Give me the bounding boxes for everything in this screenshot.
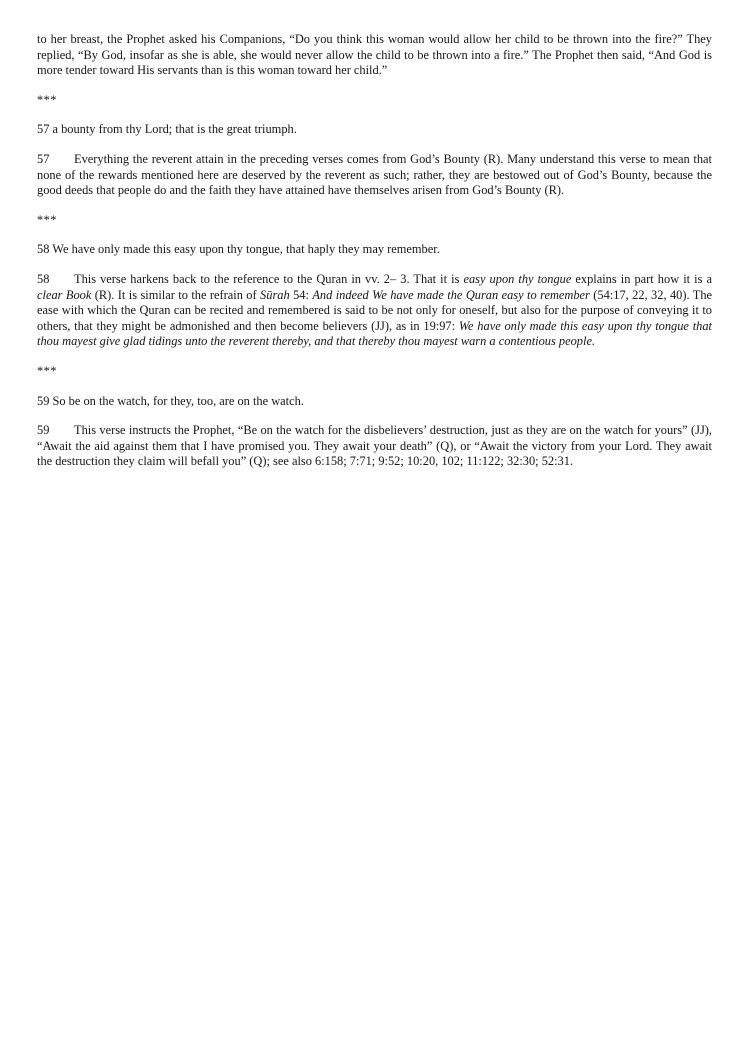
- commentary-verse-number: 58: [37, 271, 50, 286]
- verse-translation-line: [37, 242, 712, 258]
- page-text-column: [37, 32, 712, 484]
- italic-run: We have only made this easy upon thy tongue that thou mayest give glad tidings unto the reverent thereby, and that thereby thou mayest warn a contentious people.: [37, 318, 712, 349]
- commentary-paragraph: [37, 423, 712, 470]
- text-run: 54:: [289, 287, 313, 302]
- text-run: explains in part how it is a: [571, 271, 712, 286]
- italic-run: clear Book: [37, 287, 92, 302]
- section-separator: ***: [37, 92, 57, 107]
- text-run: 58 We have only made this easy upon thy tongue, that haply they may remember.: [37, 242, 440, 257]
- body-paragraph: [37, 32, 712, 79]
- commentary-verse-number: 57: [37, 151, 50, 166]
- text-run: (54:17, 22, 32, 40). The ease with which the Quran can be recited and remembered is said to be not only for oneself, but also for the purpose of conveying it to others, that they might be admonished and then become believers (JJ), as in 19:97:: [37, 287, 713, 333]
- text-run: (R). It is similar to the refrain of: [91, 287, 261, 302]
- text-run: Everything the reverent attain in the preceding verses comes from God’s Bounty (R). Many understand this verse to mean that none of the rewards mentioned here are deserved by the reverent as such; rather, they are bestowed out of God’s Bounty, because the good deeds that people do and the faith they have attained have themselves arisen from God’s Bounty (R).: [37, 151, 712, 198]
- verse-translation-line: [37, 394, 712, 410]
- text-run: to her breast, the Prophet asked his Companions, “Do you think this woman would allow her child to be thrown into the fire?” They replied, “By God, insofar as she is able, she would never allow the child to be thrown into a fire.” The Prophet then said, “And God is more tender toward His servants than is this woman toward her child.”: [37, 32, 712, 78]
- commentary-paragraph: [37, 152, 712, 199]
- commentary-verse-number: 59: [37, 423, 50, 438]
- text-run: 59 So be on the watch, for they, too, are on the watch.: [37, 393, 304, 408]
- section-separator: ***: [37, 212, 57, 227]
- italic-run: easy upon thy tongue: [463, 271, 572, 286]
- verse-translation-line: [37, 122, 712, 138]
- text-run: This verse instructs the Prophet, “Be on the watch for the disbelievers’ destruction, just as they are on the watch for yours” (JJ), “Await the aid against them that I have promised you. They await your death” (Q), or “Await the victory from your Lord. They await the destruction they claim will befall you” (Q); see also 6:158; 7:71; 9:52; 10:20, 102; 11:122; 32:30; 52:31.: [37, 423, 712, 469]
- italic-run: And indeed We have made the Quran easy to remember: [312, 287, 590, 302]
- section-separator: ***: [37, 363, 57, 378]
- text-run: 57 a bounty from thy Lord; that is the great triumph.: [37, 122, 297, 137]
- commentary-paragraph: [37, 272, 712, 350]
- italic-run: Sūrah: [260, 287, 290, 302]
- text-run: This verse harkens back to the reference to the Quran in vv. 2– 3. That it is: [74, 271, 464, 286]
